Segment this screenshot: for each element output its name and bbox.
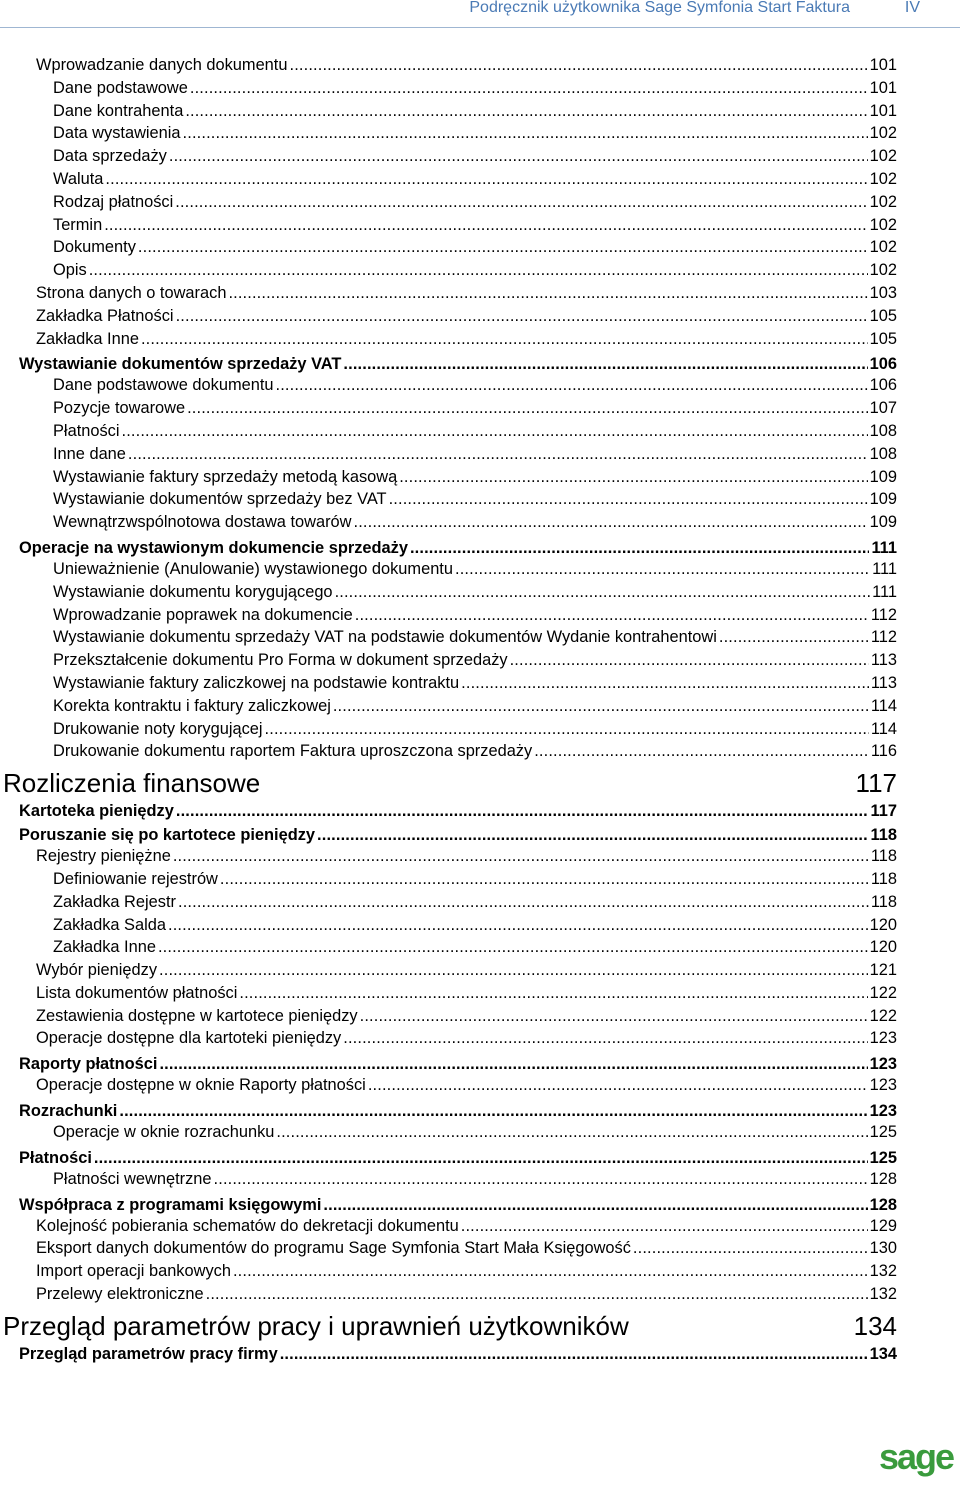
- toc-entry[interactable]: [0, 821, 897, 845]
- dot-leader: [289, 54, 867, 77]
- header-divider: [0, 27, 960, 28]
- dot-leader: [399, 466, 867, 489]
- toc-entry[interactable]: [0, 305, 897, 328]
- sage-logo: [878, 1437, 954, 1479]
- toc-entry-label: Strona danych o towarach: [36, 283, 227, 302]
- toc-entry-label: Rozliczenia finansowe: [3, 768, 261, 799]
- dot-leader: [173, 845, 869, 868]
- toc-entry[interactable]: [0, 1005, 897, 1028]
- toc-entry-page: 118: [870, 892, 897, 911]
- toc-entry-page: 102: [869, 215, 897, 234]
- toc-entry-page: 122: [869, 983, 897, 1002]
- toc-entry[interactable]: [0, 868, 897, 891]
- page-header: [0, 0, 960, 24]
- toc-entry-page: 106: [869, 355, 897, 374]
- toc-entry-page: 122: [869, 1006, 897, 1025]
- dot-leader: [168, 914, 868, 937]
- toc-entry[interactable]: [0, 581, 897, 604]
- dot-leader: [122, 420, 868, 443]
- toc-entry-label: Wystawianie dokumentu sprzedaży VAT na podstawie dokumentów Wydanie kontrahentowi: [53, 628, 717, 647]
- toc-entry-label: Kartoteka pieniędzy: [19, 802, 174, 821]
- toc-entry-page: 129: [869, 1216, 897, 1235]
- toc-entry-page: 125: [869, 1148, 897, 1167]
- toc-entry-page: 108: [869, 444, 897, 463]
- table-of-contents: [0, 54, 960, 1364]
- toc-entry[interactable]: [0, 740, 897, 763]
- toc-entry[interactable]: [0, 845, 897, 868]
- toc-entry[interactable]: [0, 443, 897, 466]
- toc-entry[interactable]: [0, 282, 897, 305]
- toc-entry-label: Wystawianie faktury zaliczkowej na podstawie kontraktu: [53, 673, 460, 692]
- dot-leader: [461, 672, 869, 695]
- toc-entry-label: Wystawianie faktury sprzedaży metodą kasową: [53, 467, 398, 486]
- toc-entry-page: 108: [869, 421, 897, 440]
- toc-entry[interactable]: [0, 168, 897, 191]
- toc-entry-label: Przegląd parametrów pracy firmy: [19, 1344, 278, 1363]
- toc-entry[interactable]: [0, 649, 897, 672]
- toc-entry-label: Import operacji bankowych: [36, 1262, 231, 1281]
- toc-entry-label: Dane podstawowe dokumentu: [53, 376, 274, 395]
- dot-leader: [89, 259, 868, 282]
- toc-entry-page: 102: [869, 261, 897, 280]
- toc-entry[interactable]: [0, 1237, 897, 1260]
- toc-entry-label: Opis: [53, 261, 87, 280]
- toc-entry-label: Unieważnienie (Anulowanie) wystawionego dokumentu: [53, 559, 453, 578]
- toc-entry-page: 113: [870, 673, 897, 692]
- toc-entry-page: 114: [870, 719, 897, 738]
- toc-entry-page: 114: [870, 696, 897, 715]
- dot-leader: [633, 1237, 868, 1260]
- toc-entry[interactable]: [0, 236, 897, 259]
- page-number: IV: [904, 0, 920, 16]
- toc-entry-label: Wprowadzanie danych dokumentu: [36, 56, 288, 74]
- toc-entry-page: 132: [869, 1285, 897, 1304]
- toc-entry[interactable]: [0, 914, 897, 937]
- toc-entry[interactable]: [0, 328, 897, 351]
- toc-entry[interactable]: [0, 1027, 897, 1050]
- toc-entry-page: 105: [869, 306, 897, 325]
- toc-entry-page: 109: [869, 467, 897, 486]
- toc-entry-page: 118: [870, 826, 897, 845]
- dot-leader: [265, 718, 869, 741]
- toc-entry-label: Dokumenty: [53, 238, 136, 257]
- toc-entry-page: 116: [870, 742, 897, 761]
- dot-leader: [187, 397, 868, 420]
- dot-leader: [534, 740, 869, 763]
- toc-entry-label: Przekształcenie dokumentu Pro Forma w dokument sprzedaży: [53, 651, 508, 670]
- toc-entry[interactable]: [0, 891, 897, 914]
- toc-entry-label: Pozycje towarowe: [53, 399, 186, 418]
- toc-entry-label: Termin: [53, 215, 103, 234]
- toc-entry-label: Płatności: [53, 421, 120, 440]
- toc-entry-label: Rejestry pieniężne: [36, 847, 171, 866]
- toc-entry-page: 101: [869, 56, 897, 74]
- toc-entry-label: Inne dane: [53, 444, 126, 463]
- toc-entry-page: 134: [853, 1310, 897, 1341]
- toc-entry-page: 134: [869, 1344, 897, 1363]
- toc-entry-label: Rodzaj płatności: [53, 192, 174, 211]
- toc-entry-page: 121: [869, 961, 897, 980]
- dot-leader: [176, 305, 868, 328]
- toc-entry-label: Wprowadzanie poprawek na dokumencie: [53, 605, 353, 624]
- toc-entry-label: Zakładka Rejestr: [53, 892, 176, 911]
- toc-entry[interactable]: [0, 77, 897, 100]
- toc-entry[interactable]: [0, 397, 897, 420]
- toc-entry[interactable]: [0, 145, 897, 168]
- toc-entry-label: Płatności: [19, 1148, 92, 1167]
- toc-entry-label: Dane podstawowe: [53, 78, 188, 97]
- toc-entry-label: Definiowanie rejestrów: [53, 869, 218, 888]
- toc-entry[interactable]: [0, 672, 897, 695]
- toc-entry-page: 111: [872, 582, 897, 601]
- toc-entry-page: 128: [869, 1195, 897, 1214]
- toc-entry-label: Wystawianie dokumentu korygującego: [53, 582, 333, 601]
- dot-leader: [228, 282, 867, 305]
- toc-entry-label: Wystawianie dokumentów sprzedaży VAT: [19, 355, 342, 374]
- toc-entry[interactable]: [0, 959, 897, 982]
- dot-leader: [239, 982, 867, 1005]
- toc-entry[interactable]: [0, 100, 897, 123]
- toc-entry-label: Współpraca z programami księgowymi: [19, 1195, 322, 1214]
- toc-entry-page: 112: [870, 605, 897, 624]
- toc-entry-page: 102: [869, 147, 897, 166]
- toc-entry-label: Poruszanie się po kartotece pieniędzy: [19, 826, 316, 845]
- dot-leader: [159, 959, 868, 982]
- toc-entry-page: 117: [870, 802, 897, 821]
- toc-entry-label: Lista dokumentów płatności: [36, 983, 238, 1002]
- toc-entry-page: 117: [855, 768, 897, 799]
- toc-entry-page: 120: [869, 938, 897, 957]
- toc-entry[interactable]: [0, 488, 897, 511]
- dot-leader: [141, 328, 868, 351]
- toc-entry-label: Przegląd parametrów pracy i uprawnień użytkowników: [3, 1310, 629, 1341]
- dot-leader: [185, 100, 867, 123]
- dot-leader: [280, 1340, 868, 1368]
- toc-entry-label: Drukowanie noty korygującej: [53, 719, 263, 738]
- dot-leader: [455, 558, 870, 581]
- toc-entry-label: Korekta kontraktu i faktury zaliczkowej: [53, 696, 331, 715]
- toc-entry-page: 118: [870, 869, 897, 888]
- toc-entry-label: Operacje dostępne dla kartoteki pieniędzy: [36, 1029, 342, 1048]
- toc-entry-label: Wewnątrzwspólnotowa dostawa towarów: [53, 513, 352, 532]
- toc-entry[interactable]: [0, 1215, 897, 1238]
- toc-entry-page: 118: [870, 847, 897, 866]
- dot-leader: [333, 695, 869, 718]
- toc-entry[interactable]: [0, 1191, 897, 1215]
- toc-entry[interactable]: [0, 604, 897, 627]
- toc-entry-label: Operacje w oknie rozrachunku: [53, 1123, 275, 1142]
- dot-leader: [206, 1283, 868, 1306]
- dot-leader: [461, 1215, 868, 1238]
- dot-leader: [190, 77, 868, 100]
- dot-leader: [233, 1260, 868, 1283]
- toc-entry[interactable]: [0, 1260, 897, 1283]
- toc-entry-page: 123: [869, 1102, 897, 1121]
- toc-entry-page: 132: [869, 1262, 897, 1281]
- toc-entry-label: Wystawianie dokumentów sprzedaży bez VAT: [53, 490, 387, 509]
- toc-entry-page: 102: [869, 169, 897, 188]
- toc-entry[interactable]: [0, 718, 897, 741]
- toc-entry-page: 101: [869, 78, 897, 97]
- toc-entry[interactable]: [0, 214, 897, 237]
- toc-entry-page: 113: [870, 651, 897, 670]
- toc-entry-page: 120: [869, 915, 897, 934]
- dot-leader: [389, 488, 868, 511]
- toc-entry[interactable]: [0, 259, 897, 282]
- toc-entry[interactable]: [0, 466, 897, 489]
- toc-entry[interactable]: [0, 191, 897, 214]
- dot-leader: [105, 168, 867, 191]
- toc-entry-page: 102: [869, 192, 897, 211]
- dot-leader: [158, 936, 868, 959]
- toc-entry-label: Operacje na wystawionym dokumencie sprzedaży: [19, 538, 408, 557]
- toc-entry[interactable]: [0, 695, 897, 718]
- dot-leader: [368, 1074, 868, 1097]
- toc-entry-label: Raporty płatności: [19, 1055, 158, 1074]
- toc-entry-page: 105: [869, 329, 897, 348]
- toc-entry-page: 123: [869, 1055, 897, 1074]
- toc-entry[interactable]: [0, 350, 897, 374]
- toc-entry-page: 123: [869, 1029, 897, 1048]
- toc-entry[interactable]: [0, 1168, 897, 1191]
- toc-entry-page: 107: [869, 399, 897, 418]
- toc-entry[interactable]: [0, 1097, 897, 1121]
- toc-entry-label: Kolejność pobierania schematów do dekretacji dokumentu: [36, 1216, 459, 1235]
- dot-leader: [355, 604, 869, 627]
- toc-entry-label: Rozrachunki: [19, 1102, 118, 1121]
- toc-entry-page: 123: [869, 1076, 897, 1095]
- toc-entry-page: 101: [869, 101, 897, 120]
- toc-entry-label: Waluta: [53, 169, 104, 188]
- toc-entry[interactable]: [0, 982, 897, 1005]
- dot-leader: [335, 581, 871, 604]
- dot-leader: [128, 443, 868, 466]
- toc-entry[interactable]: [0, 1144, 897, 1168]
- toc-entry[interactable]: [0, 1340, 897, 1364]
- dot-leader: [175, 191, 867, 214]
- toc-entry-label: Operacje dostępne w oknie Raporty płatności: [36, 1076, 366, 1095]
- toc-entry-page: 130: [869, 1239, 897, 1258]
- toc-entry-page: 112: [870, 628, 897, 647]
- toc-entry[interactable]: [0, 54, 897, 77]
- toc-entry[interactable]: [0, 511, 897, 534]
- toc-entry-page: 111: [871, 538, 897, 557]
- toc-entry-page: 128: [869, 1169, 897, 1188]
- dot-leader: [104, 214, 867, 237]
- document-title: Podręcznik użytkownika Sage Symfonia Start Faktura: [469, 0, 850, 16]
- dot-leader: [510, 649, 869, 672]
- dot-leader: [169, 145, 868, 168]
- toc-entry-label: Data wystawienia: [53, 124, 181, 143]
- toc-entry[interactable]: [0, 1121, 897, 1144]
- toc-entry-label: Dane kontrahenta: [53, 101, 184, 120]
- dot-leader: [214, 1168, 868, 1191]
- toc-entry-label: Wybór pieniędzy: [36, 961, 158, 980]
- toc-entry-label: Drukowanie dokumentu raportem Faktura uproszczona sprzedaży: [53, 742, 533, 761]
- toc-entry[interactable]: [0, 420, 897, 443]
- toc-entry-page: 109: [869, 513, 897, 532]
- toc-entry-page: 106: [869, 376, 897, 395]
- toc-entry-label: Przelewy elektroniczne: [36, 1285, 204, 1304]
- toc-entry-page: 111: [872, 559, 897, 578]
- toc-entry-page: 103: [869, 283, 897, 302]
- toc-entry[interactable]: [0, 1074, 897, 1097]
- toc-entry-label: Płatności wewnętrzne: [53, 1169, 212, 1188]
- toc-entry[interactable]: [0, 1283, 897, 1306]
- toc-entry[interactable]: [0, 534, 897, 558]
- toc-entry[interactable]: [0, 626, 897, 649]
- toc-entry[interactable]: [0, 374, 897, 397]
- dot-leader: [138, 236, 868, 259]
- toc-entry-page: 102: [869, 238, 897, 257]
- toc-chapter[interactable]: [0, 1306, 897, 1340]
- toc-entry[interactable]: [0, 797, 897, 821]
- toc-entry-label: Data sprzedaży: [53, 147, 167, 166]
- dot-leader: [343, 1027, 867, 1050]
- sage-logo-text: sage: [878, 1437, 954, 1477]
- dot-leader: [220, 868, 869, 891]
- toc-entry-label: Zakładka Salda: [53, 915, 166, 934]
- toc-entry-label: Zakładka Płatności: [36, 306, 174, 325]
- toc-entry-page: 125: [869, 1123, 897, 1142]
- toc-entry-label: Zakładka Inne: [36, 329, 139, 348]
- dot-leader: [276, 374, 868, 397]
- dot-leader: [276, 1121, 867, 1144]
- toc-entry-page: 109: [869, 490, 897, 509]
- toc-entry-page: 102: [869, 124, 897, 143]
- toc-entry[interactable]: [0, 122, 897, 145]
- dot-leader: [178, 891, 869, 914]
- toc-chapter[interactable]: [0, 763, 897, 797]
- toc-entry-label: Zestawienia dostępne w kartotece pieniędzy: [36, 1006, 358, 1025]
- dot-leader: [360, 1005, 868, 1028]
- dot-leader: [183, 122, 868, 145]
- toc-entry-label: Eksport danych dokumentów do programu Sage Symfonia Start Mała Księgowość: [36, 1239, 631, 1258]
- toc-entry[interactable]: [0, 1050, 897, 1074]
- toc-entry-label: Zakładka Inne: [53, 938, 156, 957]
- toc-entry[interactable]: [0, 936, 897, 959]
- dot-leader: [354, 511, 868, 534]
- toc-entry[interactable]: [0, 558, 897, 581]
- dot-leader: [719, 626, 869, 649]
